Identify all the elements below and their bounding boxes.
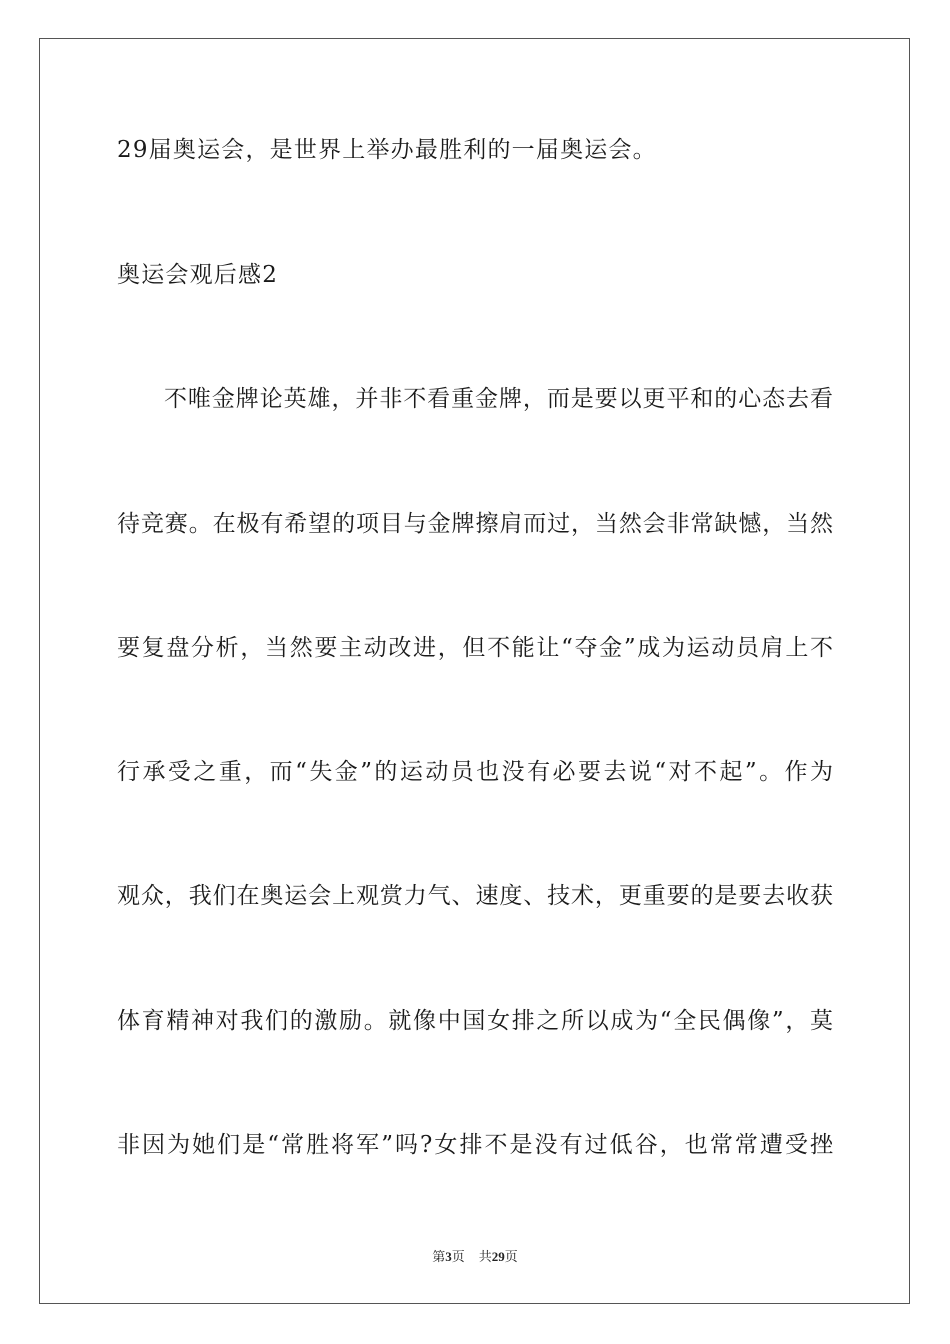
page-number: 3 <box>445 1249 452 1264</box>
paragraph-line-7: 非因为她们是“常胜将军”吗?女排不是没有过低谷，也常常遭受挫 <box>117 1132 833 1158</box>
paragraph-line-4: 行承受之重，而“失金”的运动员也没有必要去说“对不起”。作为 <box>117 759 833 785</box>
total-pages: 29 <box>491 1249 505 1264</box>
total-prefix: 共 <box>478 1250 492 1265</box>
page-border <box>39 38 910 1304</box>
page-suffix: 页 <box>451 1250 465 1265</box>
text-line-1: 29届奥运会，是世界上举办最胜利的一届奥运会。 <box>117 137 657 163</box>
section-heading: 奥运会观后感2 <box>117 262 279 288</box>
paragraph-line-1: 不唯金牌论英雄，并非不看重金牌，而是要以更平和的心态去看 <box>164 386 833 412</box>
page-footer <box>0 1248 950 1267</box>
paragraph-line-6: 体育精神对我们的激励。就像中国女排之所以成为“全民偶像”，莫 <box>117 1008 833 1034</box>
paragraph-line-5: 观众，我们在奥运会上观赏力气、速度、技术，更重要的是要去收获 <box>117 883 833 909</box>
page-prefix: 第 <box>432 1250 446 1265</box>
paragraph-line-3: 要复盘分析，当然要主动改进，但不能让“夺金”成为运动员肩上不 <box>117 635 833 661</box>
total-suffix: 页 <box>504 1250 518 1265</box>
paragraph-line-2: 待竞赛。在极有希望的项目与金牌擦肩而过，当然会非常缺憾，当然 <box>117 511 833 537</box>
